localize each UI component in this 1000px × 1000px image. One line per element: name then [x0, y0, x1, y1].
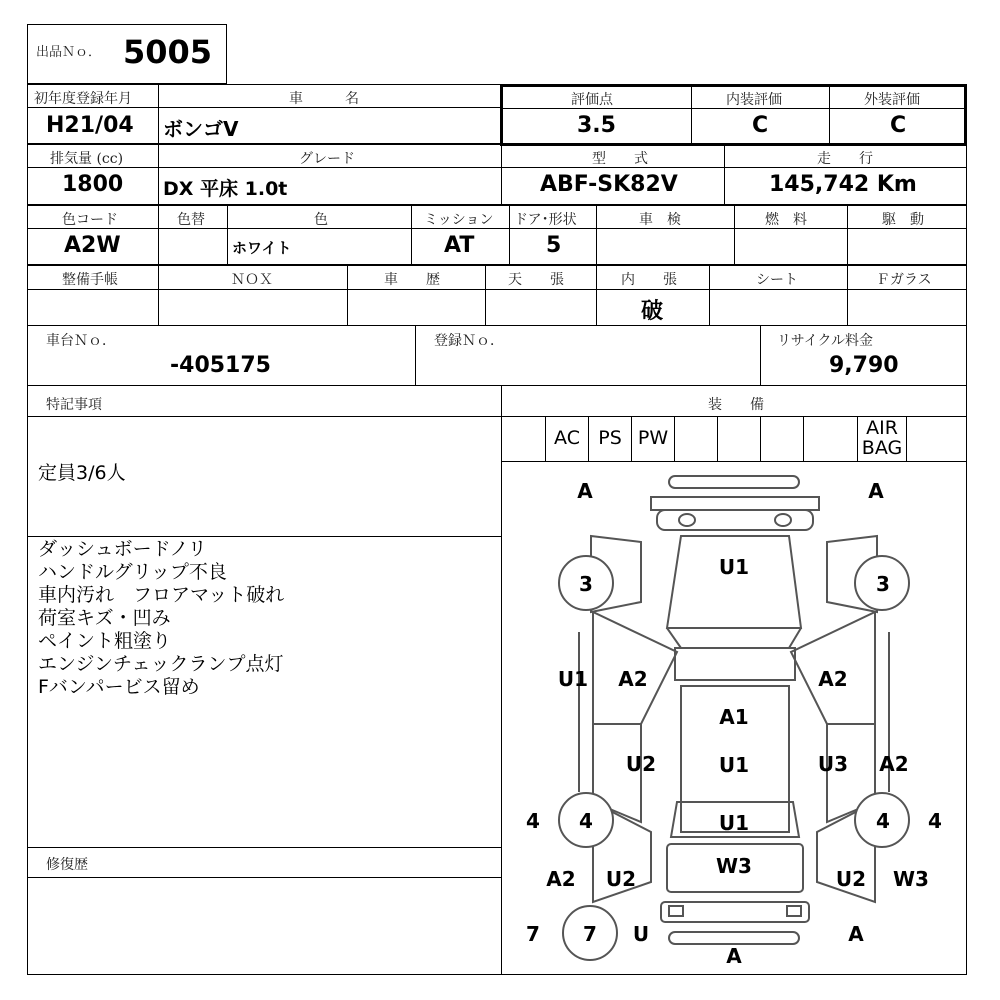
note-line: ペイント粗塗り: [38, 630, 172, 652]
model-value-cell: [501, 167, 725, 205]
damage-mark: 4: [876, 809, 890, 833]
damage-mark: A: [848, 922, 864, 946]
door-value: 5: [546, 233, 562, 258]
lot-box: [27, 24, 227, 84]
reg-date-value-cell: [27, 107, 159, 144]
grade-value: DX 平床 1.0t: [163, 178, 288, 200]
reg-date-value: H21/04: [46, 113, 134, 138]
inspection-value-cell: [596, 228, 735, 265]
colorcode-value-cell: [27, 228, 159, 265]
equip-cell-empty: [674, 416, 718, 462]
damage-mark: 7: [583, 922, 597, 946]
equip-cell-empty: [717, 416, 761, 462]
damage-mark: U2: [625, 752, 657, 776]
equip-cell-pw: PW: [631, 416, 675, 462]
nox-value-cell: [158, 289, 348, 326]
damage-mark: U2: [605, 867, 637, 891]
interior-value-cell: [691, 108, 830, 144]
damage-mark: A1: [719, 705, 749, 729]
notes-divider: [27, 536, 502, 537]
cc-value: 1800: [62, 172, 124, 197]
note-line: 荷室キズ・凹み: [38, 607, 171, 629]
recycle-cell: リサイクル料金 9,790: [760, 325, 967, 386]
grade-value-cell: [158, 167, 502, 205]
mission-value-cell: [411, 228, 510, 265]
interior-value: C: [752, 113, 769, 138]
recolor-label-cell: 色替: [158, 205, 228, 229]
damage-mark: W3: [893, 867, 929, 891]
damage-mark: A2: [546, 867, 576, 891]
roof-label-cell: 天 張: [485, 265, 597, 290]
model-label-cell: 型 式: [501, 144, 725, 168]
color-value-cell: [227, 228, 412, 265]
equip-cell-airbag: AIR BAG: [857, 416, 907, 462]
damage-mark: 4: [928, 809, 942, 833]
note-line: Fバンパービス留め: [38, 676, 200, 698]
damage-mark: 4: [526, 809, 540, 833]
drive-value-cell: [847, 228, 967, 265]
history-label-cell: 車 歴: [347, 265, 486, 290]
damage-mark: 7: [526, 922, 540, 946]
note-line: 車内汚れ フロアマット破れ: [38, 584, 285, 606]
score-value: 3.5: [577, 113, 616, 138]
drive-label-cell: 駆 動: [847, 205, 967, 229]
cc-label-cell: 排気量 (cc): [27, 144, 159, 168]
lining-value-cell: [596, 289, 710, 326]
chassis-cell: 車台Ｎｏ． -405175: [27, 325, 416, 386]
repair-label-cell: 修復歴: [27, 847, 502, 878]
color-label-cell: 色: [227, 205, 412, 229]
glass-label-cell: Ｆガラス: [847, 265, 967, 290]
damage-mark: U1: [718, 811, 750, 835]
car-name-label-cell: 車 名: [158, 84, 502, 108]
car-name-value-cell: [158, 107, 502, 144]
note-line: ハンドルグリップ不良: [38, 561, 227, 583]
colorcode-value: A2W: [64, 233, 121, 258]
glass-value-cell: [847, 289, 967, 326]
damage-mark: A2: [818, 667, 848, 691]
manual-value-cell: [27, 289, 159, 326]
damage-mark: 3: [579, 572, 593, 596]
lot-label: 出品Ｎｏ．: [36, 45, 102, 60]
seat-value-cell: [709, 289, 848, 326]
mileage-label-cell: 走 行: [724, 144, 967, 168]
capacity-note: 定員3/6人: [38, 462, 126, 484]
equip-cell-ps: PS: [588, 416, 632, 462]
exterior-label-cell: 外装評価: [829, 86, 965, 109]
damage-mark: U1: [557, 667, 589, 691]
recycle-value: 9,790: [829, 353, 899, 378]
lot-number: 5005: [123, 33, 213, 71]
model-value: ABF-SK82V: [540, 172, 678, 197]
damage-mark: 4: [579, 809, 593, 833]
color-value: ホワイト: [232, 239, 292, 257]
damage-mark: W3: [716, 854, 752, 878]
mission-label-cell: ミッション: [411, 205, 510, 229]
car-name-value: ボンゴV: [163, 117, 239, 141]
lining-label-cell: 内 張: [596, 265, 710, 290]
score-label-cell: 評価点: [502, 86, 692, 109]
mileage-value-cell: [724, 167, 967, 205]
damage-mark: U1: [718, 555, 750, 579]
score-value-cell: [502, 108, 692, 144]
lining-value: 破: [641, 299, 664, 324]
history-value-cell: [347, 289, 486, 326]
damage-mark: A2: [618, 667, 648, 691]
mileage-value: 145,742 Km: [769, 172, 917, 197]
reg-date-label-cell: 初年度登録年月: [27, 84, 159, 108]
special-label-cell: 特記事項: [27, 385, 502, 417]
exterior-value: C: [890, 113, 907, 138]
regno-cell: 登録Ｎｏ．: [415, 325, 761, 386]
damage-mark: A: [726, 944, 742, 968]
equipment-label-cell: 装 備: [501, 385, 967, 417]
equip-cell-empty: [760, 416, 804, 462]
mission-value: AT: [444, 233, 475, 258]
roof-value-cell: [485, 289, 597, 326]
door-value-cell: [509, 228, 597, 265]
equip-cell-ac: AC: [545, 416, 589, 462]
nox-label-cell: ＮＯＸ: [158, 265, 348, 290]
chassis-value: -405175: [170, 353, 271, 378]
damage-mark: U: [632, 922, 650, 946]
interior-label-cell: 内装評価: [691, 86, 830, 109]
inspection-label-cell: 車 検: [596, 205, 735, 229]
fuel-label-cell: 燃 料: [734, 205, 848, 229]
damage-mark: U1: [718, 753, 750, 777]
exterior-value-cell: [829, 108, 965, 144]
damage-mark: U3: [817, 752, 849, 776]
damage-mark: 3: [876, 572, 890, 596]
manual-label-cell: 整備手帳: [27, 265, 159, 290]
damage-mark: A2: [879, 752, 909, 776]
damage-mark: U2: [835, 867, 867, 891]
note-line: エンジンチェックランプ点灯: [38, 653, 284, 675]
cc-value-cell: [27, 167, 159, 205]
recolor-value-cell: [158, 228, 228, 265]
equip-cell-empty: [803, 416, 858, 462]
grade-label-cell: グレード: [158, 144, 502, 168]
note-line: ダッシュボードノリ: [38, 538, 207, 560]
door-label-cell: ドア･形状: [509, 205, 597, 229]
fuel-value-cell: [734, 228, 848, 265]
colorcode-label-cell: 色コード: [27, 205, 159, 229]
car-diagram: [501, 462, 967, 975]
damage-mark: A: [577, 479, 593, 503]
damage-mark: A: [868, 479, 884, 503]
seat-label-cell: シート: [709, 265, 848, 290]
